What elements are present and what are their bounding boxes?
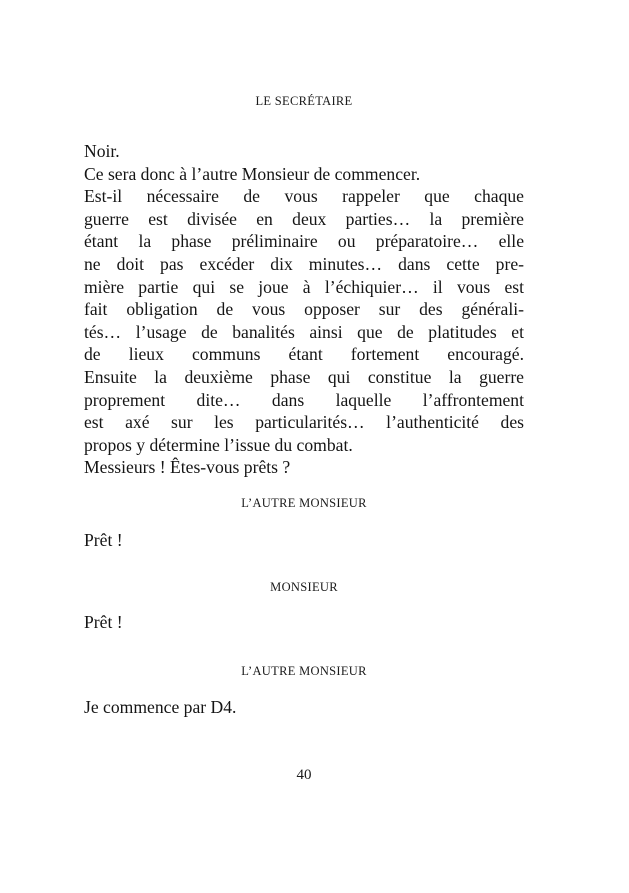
dialogue-block-le-secretaire xyxy=(84,140,524,479)
text-line: Je commence par D4. xyxy=(84,697,237,717)
text-line: est axé sur les particularités… l’authenticité des xyxy=(84,412,524,433)
text-line: Noir. xyxy=(84,141,120,161)
text-line: fait obligation de vous opposer sur des générali- xyxy=(84,299,524,320)
text-line: Prêt ! xyxy=(84,530,123,550)
text-line: étant la phase préliminaire ou préparatoire… elle xyxy=(84,231,524,252)
text-line: propos y détermine l’issue du combat. xyxy=(84,434,353,455)
text-line: mière partie qui se joue à l’échiquier… il vous est xyxy=(84,276,524,297)
page-number: 40 xyxy=(296,767,312,783)
text-line: Prêt ! xyxy=(84,612,123,632)
speaker-name-monsieur: MONSIEUR xyxy=(270,580,338,594)
text-line: proprement dite… dans laquelle l’affrontement xyxy=(84,389,524,410)
text-line: Ce sera donc à l’autre Monsieur de commencer. xyxy=(84,163,421,184)
text-line: Messieurs ! Êtes-vous prêts ? xyxy=(84,457,291,478)
text-line: guerre est divisée en deux parties… la première xyxy=(84,208,524,229)
speaker-name-le-secretaire: LE SECRÉTAIRE xyxy=(255,94,353,108)
speaker-name-l-autre-monsieur: L’AUTRE MONSIEUR xyxy=(241,496,367,510)
dialogue-block-l-autre-monsieur-2 xyxy=(84,696,524,719)
speaker-name-l-autre-monsieur-2: L’AUTRE MONSIEUR xyxy=(241,664,367,678)
text-line: tés… l’usage de banalités ainsi que de platitudes et xyxy=(84,321,524,342)
text-line: Ensuite la deuxième phase qui constitue la guerre xyxy=(84,366,524,387)
text-line: ne doit pas excéder dix minutes… dans cette pre- xyxy=(84,253,524,274)
dialogue-block-monsieur xyxy=(84,611,524,634)
text-line: Est-il nécessaire de vous rappeler que chaque xyxy=(84,186,524,207)
text-line: de lieux communs étant fortement encouragé. xyxy=(84,344,524,365)
dialogue-block-l-autre-monsieur xyxy=(84,529,524,552)
